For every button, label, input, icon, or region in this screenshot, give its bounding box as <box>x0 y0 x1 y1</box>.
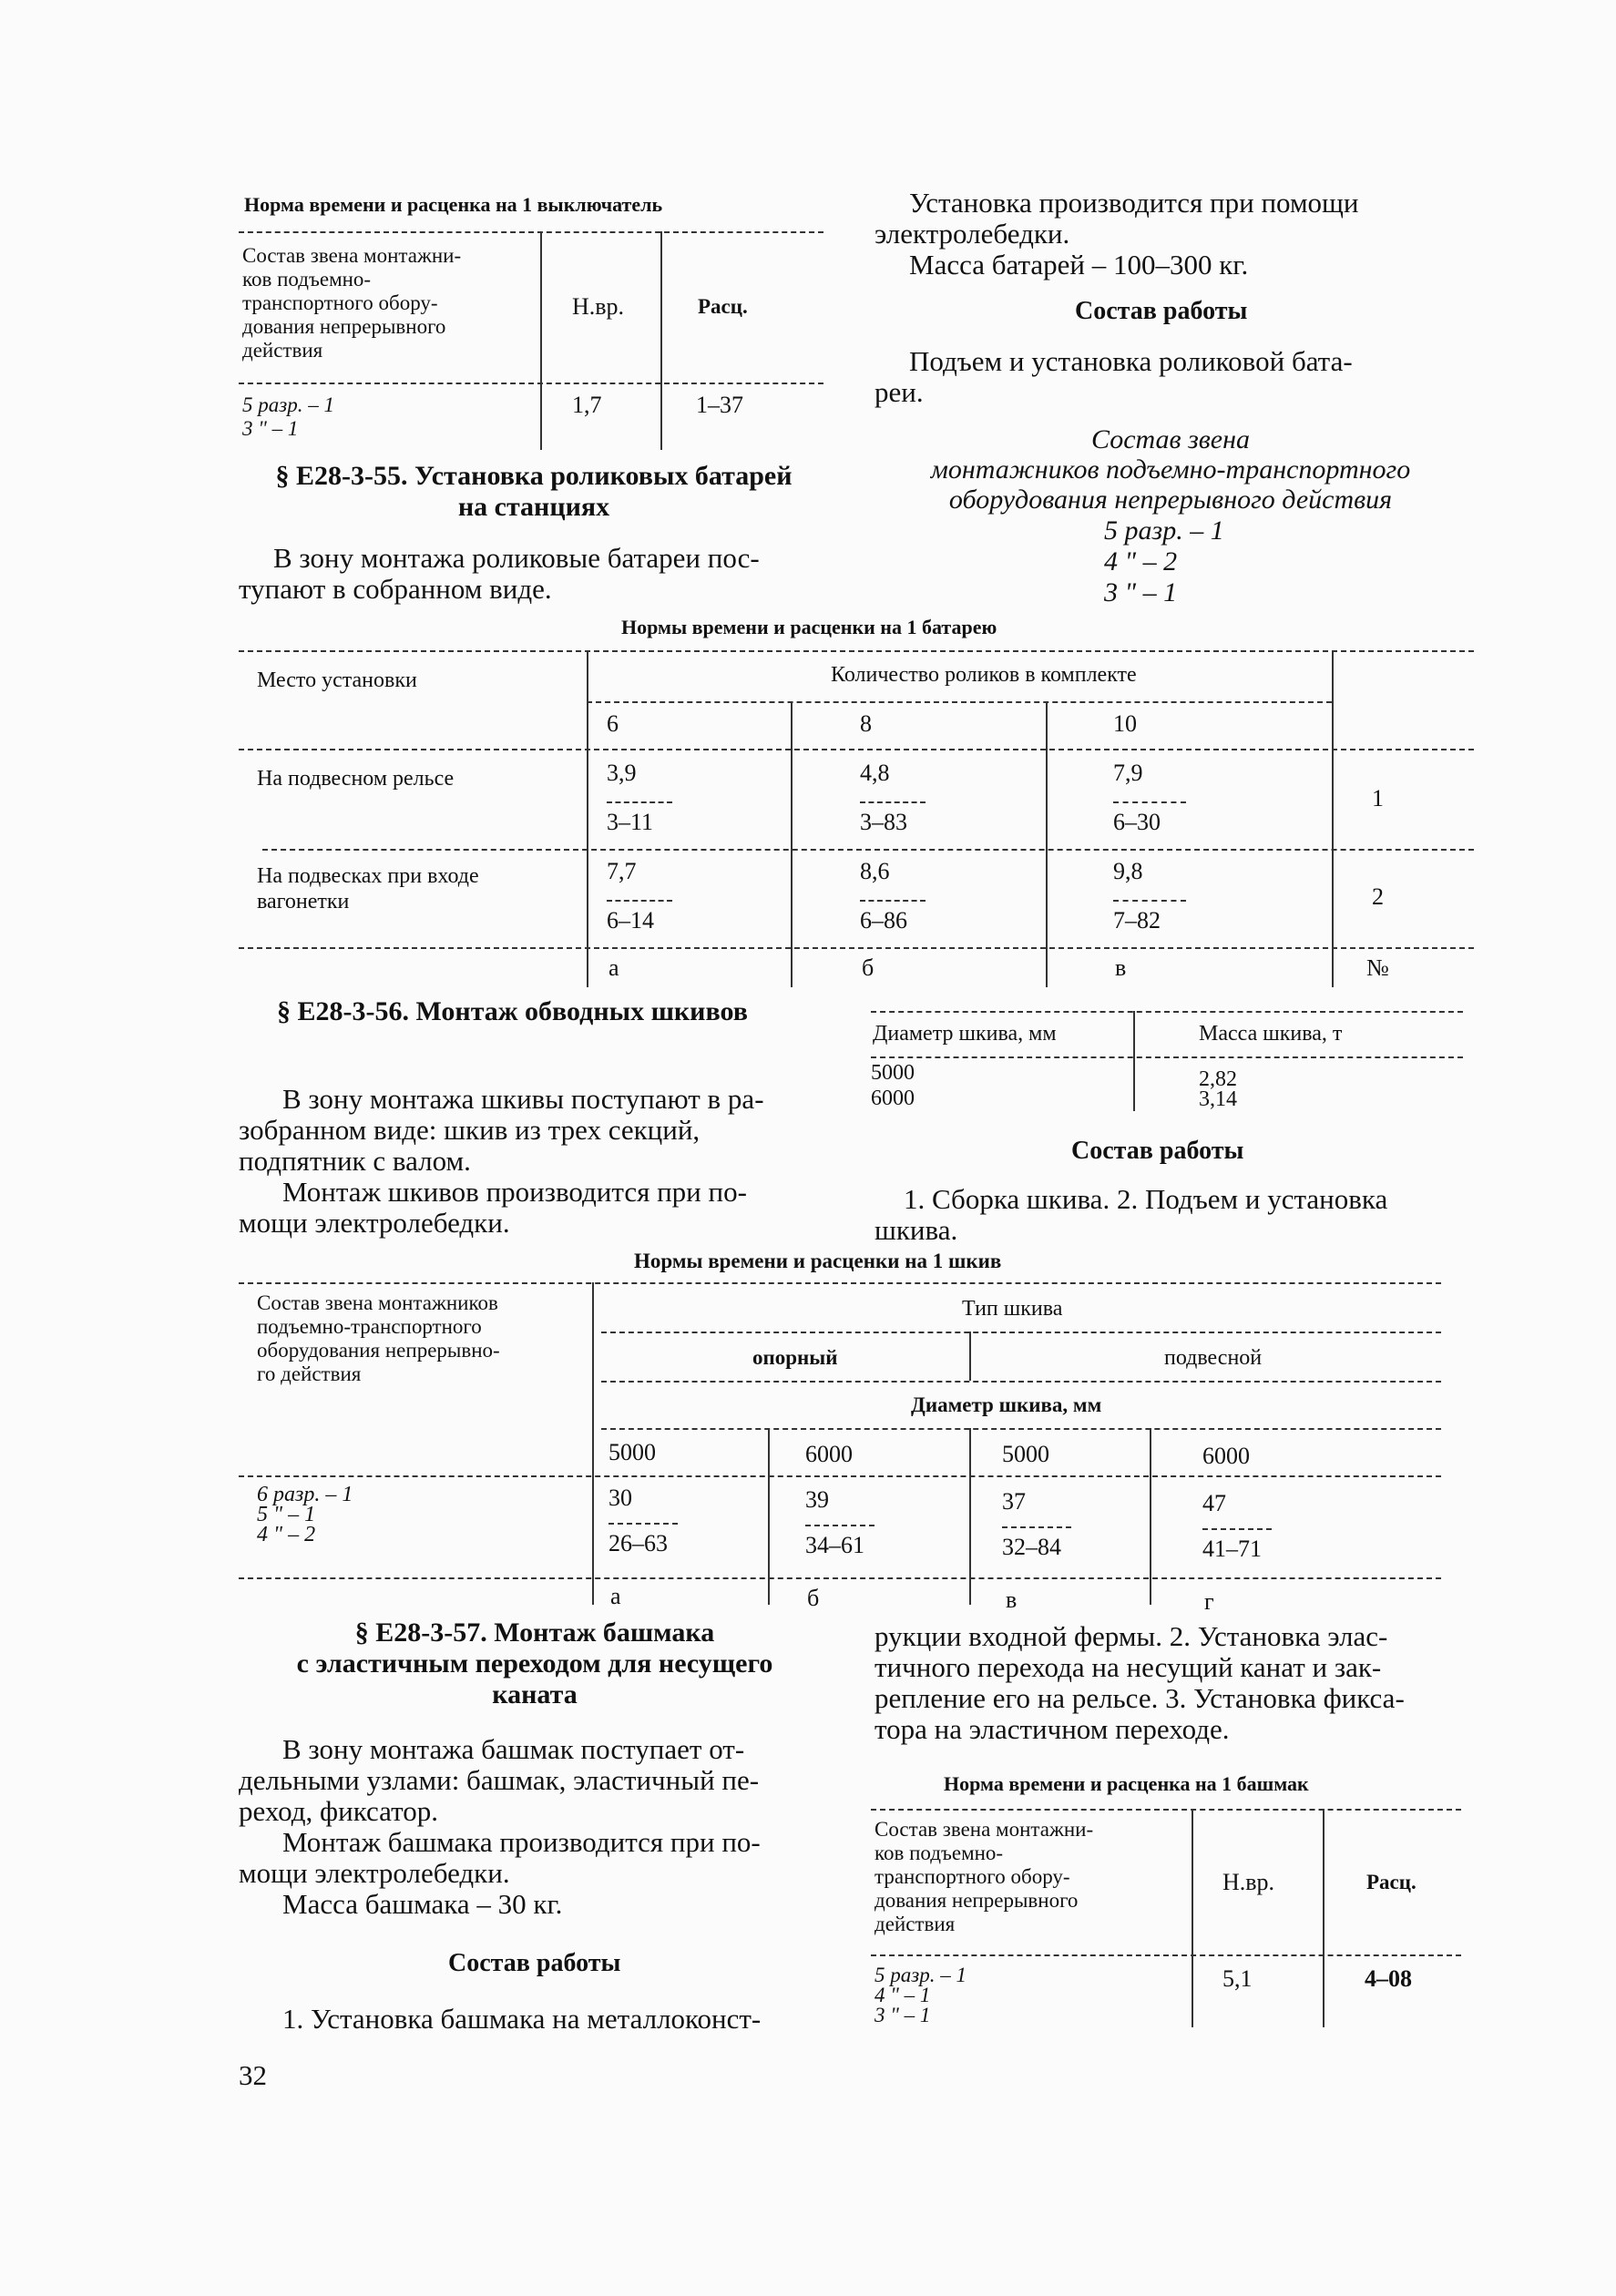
crew-header-line: дования непрерывного <box>874 1889 1079 1912</box>
text-line: мощи электролебедки. <box>239 1857 510 1889</box>
table2-letter-a: а <box>609 954 619 981</box>
table2-r1-c1-nvr: 3,9 <box>607 760 637 786</box>
crew-header-line: го действия <box>257 1362 362 1385</box>
table4-header-rule <box>239 1475 1441 1477</box>
section-56-text2 <box>239 1177 831 1239</box>
table3-divider <box>1133 1011 1135 1111</box>
table1-crew-header <box>242 244 534 362</box>
text-line: В зону монтажа шкивы поступают в ра- <box>282 1083 764 1115</box>
crew-line: 4 " – 1 <box>874 1984 931 2006</box>
crew-line: 5 разр. – 1 <box>242 393 334 416</box>
text-line: рукции входной фермы. 2. Установка элас- <box>874 1620 1388 1652</box>
fraction-bar <box>607 801 672 803</box>
table4-letter-b: б <box>807 1585 820 1611</box>
table1-crew-header-line: действия <box>242 339 323 362</box>
table5-divider <box>1323 1809 1325 2027</box>
table1-nvr-value: 1,7 <box>572 392 602 418</box>
crew-line: 5 " – 1 <box>257 1503 316 1526</box>
fraction-bar <box>609 1523 678 1525</box>
text-line: Монтаж башмака производится при по- <box>282 1826 761 1858</box>
table4-c2-rasc: 34–61 <box>805 1532 864 1558</box>
table4-top-rule <box>239 1282 1441 1284</box>
fraction-bar <box>860 900 926 902</box>
table2-row2-num: 2 <box>1372 883 1384 910</box>
table2-row2-place <box>257 863 479 914</box>
text-line: репление его на рельсе. 3. Установка фикса- <box>874 1682 1405 1714</box>
table4-col-3: 5000 <box>1002 1441 1049 1467</box>
text-line: подпятник с валом. <box>239 1145 471 1177</box>
table3-mass-values <box>1199 1069 1237 1109</box>
text-line: зобранном виде: шкив из трех секций, <box>239 1114 701 1146</box>
right-bottom-work <box>874 1621 1467 1745</box>
crew-header-line: Состав звена монтажни- <box>874 1818 1094 1841</box>
table4-subtype-rule <box>601 1381 1441 1383</box>
crew-header-line: ков подъемно- <box>874 1842 1004 1864</box>
right-top-crew-title <box>874 424 1467 515</box>
table2-title: Нормы времени и расценки на 1 батарею <box>621 616 997 638</box>
table5-divider <box>1192 1809 1193 2027</box>
table1-rasc-header: Расц. <box>698 295 748 318</box>
table4-bottom-rule <box>239 1577 1441 1579</box>
text-line: В зону монтажа роликовые батареи пос- <box>273 542 760 574</box>
table4-type-header: Тип шкива <box>962 1297 1063 1321</box>
mass-value: 3,14 <box>1199 1087 1237 1111</box>
crew-line: 5 разр. – 1 <box>874 1964 967 1986</box>
table2-bottom-rule <box>239 947 1474 949</box>
text-line: реход, фиксатор. <box>239 1795 438 1827</box>
table2-header-rule <box>239 749 1474 750</box>
table5-nvr-header: Н.вр. <box>1222 1869 1275 1895</box>
table2-divider <box>1332 650 1334 987</box>
diam-value: 5000 <box>871 1061 915 1085</box>
table5-crew-cell <box>874 1965 967 2026</box>
table1-crew-cell <box>242 393 334 441</box>
table4-crew-header <box>257 1291 585 1386</box>
crew-header-line: действия <box>874 1913 956 1935</box>
section-57-work-start: 1. Установка башмака на металлоконст- <box>282 2003 762 2035</box>
section-title-line: на станциях <box>457 492 610 522</box>
text-line: тичного перехода на несущий канат и зак- <box>874 1651 1382 1683</box>
table4-col-4: 6000 <box>1202 1443 1250 1469</box>
table2-group-rule <box>587 701 1332 703</box>
table4-c1-nvr: 30 <box>609 1485 632 1511</box>
crew-line: 6 разр. – 1 <box>257 1483 353 1506</box>
text-line: 1. Сборка шкива. 2. Подъем и установка <box>904 1183 1388 1215</box>
section-title-line: § Е28-3-57. Монтаж башмака <box>354 1617 715 1648</box>
crew-header-line: оборудования непрерывно- <box>257 1339 500 1362</box>
section-57-text2 <box>239 1827 831 1889</box>
mass-value: 2,82 <box>1199 1067 1237 1091</box>
table4-type-divider <box>969 1332 971 1381</box>
fraction-bar <box>805 1525 874 1526</box>
place-line: На подвесках при входе <box>257 864 479 888</box>
table4-diam-rule <box>601 1428 1441 1430</box>
crew-line: 3 " – 1 <box>1104 577 1178 607</box>
table2-divider <box>791 703 793 987</box>
table1-title: Норма времени и расценка на 1 выключатель <box>244 193 663 216</box>
table1-header-rule <box>239 383 823 384</box>
table3-header-rule <box>871 1056 1463 1058</box>
table1-rasc-value: 1–37 <box>696 392 743 418</box>
text-line: Монтаж шкивов производится при по- <box>282 1176 747 1208</box>
text-line: шкива. <box>874 1214 958 1246</box>
table4-c3-rasc: 32–84 <box>1002 1534 1061 1560</box>
table2-r2-c2-nvr: 8,6 <box>860 858 890 884</box>
text-line: Масса батарей – 100–300 кг. <box>909 249 1249 281</box>
text-line: электролебедки. <box>874 218 1070 250</box>
table2-row1-place: На подвесном рельсе <box>257 767 455 791</box>
table1-crew-header-line: транспортного обору- <box>242 291 438 314</box>
text-line: Подъем и установка роликовой бата- <box>909 345 1353 377</box>
table2-row-rule <box>262 849 1474 851</box>
text-line: тора на эластичном переходе. <box>874 1713 1230 1745</box>
table2-top-rule <box>239 650 1474 652</box>
table1-crew-header-line: Состав звена монтажни- <box>242 244 462 267</box>
text-line: В зону монтажа башмак поступает от- <box>282 1733 745 1765</box>
table3-diam-header: Диаметр шкива, мм <box>873 1022 1057 1046</box>
table1-crew-header-line: ков подъемно- <box>242 268 372 291</box>
table2-col-10: 10 <box>1113 710 1137 737</box>
table2-divider <box>1046 703 1048 987</box>
section-56-title: § Е28-3-56. Монтаж обводных шкивов <box>277 996 748 1026</box>
table5-title: Норма времени и расценка на 1 башмак <box>944 1772 1309 1795</box>
section-title-line: § Е28-3-55. Установка роликовых батарей <box>275 461 793 491</box>
table2-r1-c3-nvr: 7,9 <box>1113 760 1143 786</box>
fraction-bar <box>607 900 672 902</box>
table3-mass-header: Масса шкива, т <box>1199 1022 1343 1046</box>
table3-diam-values <box>871 1060 915 1111</box>
table2-row1-num: 1 <box>1372 785 1384 811</box>
text-line: реи. <box>874 376 924 408</box>
table1-crew-header-line: дования непрерывного <box>242 315 446 338</box>
table4-type-hanging: подвесной <box>1164 1346 1263 1370</box>
table4-letter-a: а <box>610 1583 621 1609</box>
section-57-work-heading: Состав работы <box>448 1949 621 1977</box>
table3-work-text <box>874 1184 1467 1246</box>
crew-header-line: подъемно-транспортного <box>257 1315 482 1338</box>
table4-type-rule <box>601 1332 1441 1333</box>
table2-r1-c1-rasc: 3–11 <box>607 809 654 835</box>
table5-nvr-value: 5,1 <box>1222 1965 1253 1992</box>
table1-divider-1 <box>540 231 542 450</box>
table1-top-rule <box>239 231 823 233</box>
table2-r1-c2-nvr: 4,8 <box>860 760 890 786</box>
table2-r2-c1-nvr: 7,7 <box>607 858 637 884</box>
table5-header-rule <box>871 1954 1461 1956</box>
crew-header-line: Состав звена монтажников <box>257 1291 498 1314</box>
table4-c1-rasc: 26–63 <box>609 1530 668 1556</box>
text-line: мощи электролебедки. <box>239 1207 510 1239</box>
right-top-crew <box>1104 515 1224 608</box>
crew-line: 4 " – 2 <box>257 1523 316 1546</box>
table4-divider <box>592 1282 594 1605</box>
table2-r2-c2-rasc: 6–86 <box>860 907 907 934</box>
text-line: дельными узлами: башмак, эластичный пе- <box>239 1764 760 1796</box>
table4-type-support: опорный <box>752 1346 838 1369</box>
crew-line: 4 " – 2 <box>1104 546 1178 577</box>
crew-line: 3 " – 1 <box>242 417 299 440</box>
section-55-text <box>239 542 831 605</box>
crew-line: 3 " – 1 <box>874 2004 931 2026</box>
table5-top-rule <box>871 1809 1461 1811</box>
text-line: Установка производится при помощи <box>909 187 1359 219</box>
table2-num-label: № <box>1366 954 1389 981</box>
table4-c4-rasc: 41–71 <box>1202 1536 1262 1562</box>
section-55-title <box>239 461 829 523</box>
right-top-heading: Состав работы <box>1075 297 1248 325</box>
table2-place-header: Место установки <box>257 668 417 692</box>
table3-work-heading: Состав работы <box>1071 1137 1244 1165</box>
crew-title-line: Состав звена <box>1090 424 1250 454</box>
table2-col-6: 6 <box>607 710 619 737</box>
table4-c3-nvr: 37 <box>1002 1488 1026 1515</box>
table4-diam-header: Диаметр шкива, мм <box>911 1393 1102 1416</box>
table2-r1-c2-rasc: 3–83 <box>860 809 907 835</box>
right-top-text <box>874 188 1467 281</box>
table2-r2-c3-rasc: 7–82 <box>1113 907 1161 934</box>
table1-nvr-header: Н.вр. <box>572 293 625 320</box>
table2-letter-b: б <box>862 954 874 981</box>
table2-r2-c3-nvr: 9,8 <box>1113 858 1143 884</box>
section-57-mass: Масса башмака – 30 кг. <box>282 1888 563 1920</box>
crew-title-line: оборудования непрерывного действия <box>948 485 1393 515</box>
table2-letter-v: в <box>1115 954 1127 981</box>
table5-crew-header <box>874 1818 1184 1936</box>
section-57-text1 <box>239 1734 831 1827</box>
crew-header-line: транспортного обору- <box>874 1865 1070 1888</box>
table4-letter-g: г <box>1204 1588 1214 1615</box>
table4-col-2: 6000 <box>805 1441 853 1467</box>
section-title-line: с эластичным переходом для несущего <box>296 1648 773 1679</box>
section-title-line: каната <box>492 1679 578 1709</box>
diam-value: 6000 <box>871 1087 915 1110</box>
table5-rasc-value: 4–08 <box>1365 1965 1412 1992</box>
table4-title: Нормы времени и расценки на 1 шкив <box>634 1250 1002 1272</box>
fraction-bar <box>860 801 926 803</box>
table5-rasc-header: Расц. <box>1366 1871 1417 1893</box>
table4-col-1: 5000 <box>609 1439 656 1465</box>
table4-crew-cell <box>257 1485 353 1545</box>
table4-letter-v: в <box>1006 1587 1018 1613</box>
fraction-bar <box>1202 1528 1272 1530</box>
section-56-text1 <box>239 1084 831 1177</box>
fraction-bar <box>1113 801 1186 803</box>
table2-r1-c3-rasc: 6–30 <box>1113 809 1161 835</box>
crew-line: 5 разр. – 1 <box>1104 515 1224 546</box>
fraction-bar <box>1002 1526 1071 1528</box>
fraction-bar <box>1113 900 1186 902</box>
table2-group-header: Количество роликов в комплекте <box>831 663 1137 687</box>
right-top-work <box>874 346 1467 408</box>
text-line: тупают в собранном виде. <box>239 573 552 605</box>
table2-col-8: 8 <box>860 710 872 737</box>
table4-c2-nvr: 39 <box>805 1486 829 1513</box>
table4-c4-nvr: 47 <box>1202 1490 1226 1516</box>
section-57-title <box>239 1617 831 1710</box>
table2-r2-c1-rasc: 6–14 <box>607 907 654 934</box>
table1-divider-2 <box>660 231 662 450</box>
page-number: 32 <box>239 2059 267 2091</box>
crew-title-line: монтажников подъемно-транспортного <box>930 454 1411 485</box>
place-line: вагонетки <box>257 890 350 913</box>
table3-top-rule <box>871 1011 1463 1013</box>
